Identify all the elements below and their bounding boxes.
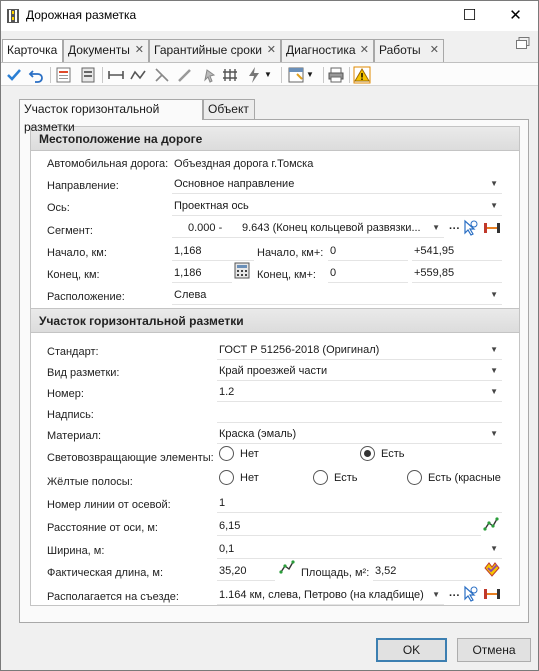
toolbar-separator: [102, 67, 103, 83]
area-value: 3,52: [375, 565, 397, 577]
chevron-down-icon: ▼: [490, 345, 498, 354]
direction-label: Направление:: [47, 180, 119, 192]
material-value: Краска (эмаль): [219, 428, 297, 440]
number-label: Номер:: [47, 388, 84, 400]
tab-warranty-label: Гарантийные сроки: [154, 43, 262, 57]
exit-select[interactable]: [217, 586, 444, 605]
material-label: Материал:: [47, 430, 102, 442]
end-offset-value: +559,85: [414, 267, 455, 279]
inscription-input[interactable]: [217, 404, 502, 423]
maximize-icon: ☐: [462, 7, 477, 24]
end-km-label: Конец, км:: [47, 269, 100, 281]
start-km-label: Начало, км:: [47, 247, 107, 259]
distance-label: Расстояние от оси, м:: [47, 522, 158, 534]
tab-documents-label: Документы: [68, 43, 130, 57]
yellow-red-label: Есть (красные: [428, 471, 501, 484]
tab-diagnostics[interactable]: [281, 39, 374, 62]
chevron-down-icon: ▼: [432, 223, 440, 232]
window-title: Дорожная разметка: [26, 8, 137, 22]
area-calc-icon[interactable]: [483, 560, 501, 578]
close-tab-icon[interactable]: ✕: [134, 44, 144, 56]
toolbar: [1, 62, 538, 86]
cancel-button[interactable]: [457, 638, 531, 662]
distance-input[interactable]: [217, 517, 481, 536]
yellow-no-radio[interactable]: [219, 470, 259, 485]
chevron-down-icon: ▼: [490, 544, 498, 553]
length-label: Фактическая длина, м:: [47, 567, 164, 579]
tab-warranty[interactable]: [149, 39, 281, 62]
tab-marking-section[interactable]: [19, 99, 203, 134]
toolbar-separator: [349, 67, 350, 83]
direction-select[interactable]: [172, 175, 502, 194]
start-km-value: 1,168: [174, 245, 202, 257]
radio-circle: [313, 470, 328, 485]
yellow-yes-radio[interactable]: [313, 470, 357, 485]
number-select[interactable]: [217, 383, 502, 402]
end-km-input[interactable]: [172, 264, 232, 283]
road-label: Автомобильная дорога:: [47, 158, 169, 170]
road-segment-icon[interactable]: [483, 221, 501, 235]
end-offset-input[interactable]: [412, 264, 502, 283]
distance-value: 6,15: [219, 520, 241, 532]
layout-icon[interactable]: [287, 66, 305, 84]
calculator-icon[interactable]: [234, 262, 250, 279]
exit-value: 1.164 км, слева, Петрово (на кладбище): [219, 589, 424, 601]
tab-card[interactable]: [2, 39, 63, 63]
chevron-down-icon: ▼: [490, 429, 498, 438]
retro-yes-label: Есть: [381, 447, 405, 460]
chevron-down-icon: ▼: [490, 201, 498, 210]
axis-label: Ось:: [47, 202, 70, 214]
tab-content: [19, 119, 529, 623]
title-bar: [1, 1, 538, 31]
close-icon: ✕: [509, 7, 522, 24]
length-value: 35,20: [219, 565, 247, 577]
undo-icon[interactable]: [27, 66, 45, 84]
lightning-icon[interactable]: [245, 66, 263, 84]
marking-type-label: Вид разметки:: [47, 367, 120, 379]
start-offset-input[interactable]: [412, 242, 502, 261]
tab-object-label: Объект: [208, 102, 249, 116]
tab-marking-section-label: Участок горизонтальной разметки: [24, 102, 160, 134]
chevron-down-icon: ▼: [490, 387, 498, 396]
start-kmplus-value: 0: [330, 245, 337, 257]
tab-diagnostics-label: Диагностика: [286, 43, 356, 57]
standard-label: Стандарт:: [47, 346, 99, 358]
standard-select[interactable]: [217, 341, 502, 360]
toolbar-separator: [323, 67, 324, 83]
ok-button-label: OK: [402, 643, 421, 657]
polyline-tool-icon[interactable]: [129, 66, 147, 84]
retro-label: Световозвращающие элементы:: [47, 452, 214, 464]
yellow-label: Жёлтые полосы:: [47, 476, 133, 488]
form-icon[interactable]: [79, 66, 97, 84]
placement-label: Расположение:: [47, 291, 125, 303]
exit-label: Располагается на съезде:: [47, 591, 179, 603]
toolbar-separator: [281, 67, 282, 83]
start-offset-value: +541,95: [414, 245, 455, 257]
pick-on-map-icon[interactable]: [462, 585, 478, 603]
radio-circle: [219, 470, 234, 485]
end-kmplus-label: Конец, км+:: [257, 269, 316, 281]
area-label: Площадь, м²:: [301, 567, 370, 579]
segment-from: 0.000 -: [188, 222, 223, 234]
area-input[interactable]: [373, 562, 481, 581]
chevron-down-icon: ▼: [490, 290, 498, 299]
select-cursor-icon[interactable]: [198, 66, 216, 84]
measure-icon[interactable]: [483, 516, 499, 532]
axis-value: Проектная ось: [174, 200, 249, 212]
road-value: Объездная дорога г.Томска: [174, 158, 314, 170]
close-tab-icon[interactable]: ✕: [429, 44, 439, 56]
close-window-button[interactable]: [493, 1, 538, 31]
segment-select[interactable]: [172, 219, 444, 238]
app-icon: [7, 9, 19, 23]
radio-circle: [219, 446, 234, 461]
axis-select[interactable]: [172, 197, 502, 216]
width-label: Ширина, м:: [47, 545, 105, 557]
end-kmplus-input[interactable]: [328, 264, 408, 283]
chevron-down-icon: ▼: [432, 590, 440, 599]
radio-circle-selected: [360, 446, 375, 461]
yellow-no-label: Нет: [240, 471, 259, 484]
marking-section: [30, 308, 520, 606]
maximize-button[interactable]: [447, 1, 492, 31]
angle-tool-icon[interactable]: [153, 66, 171, 84]
line-number-input[interactable]: [217, 494, 502, 513]
yellow-yes-label: Есть: [334, 471, 358, 484]
tab-card-label: Карточка: [7, 43, 58, 57]
chevron-down-icon[interactable]: ▼: [306, 70, 314, 79]
marking-section-header: Участок горизонтальной разметки: [31, 309, 519, 333]
close-tab-icon[interactable]: ✕: [266, 44, 276, 56]
retro-yes-radio[interactable]: [360, 446, 404, 461]
road-segment-icon[interactable]: [483, 587, 501, 601]
fence-tool-icon[interactable]: [221, 66, 239, 84]
radio-circle: [407, 470, 422, 485]
end-kmplus-value: 0: [330, 267, 337, 279]
toolbar-separator: [50, 67, 51, 83]
ok-button[interactable]: [376, 638, 447, 662]
line-number-label: Номер линии от осевой:: [47, 499, 171, 511]
location-section: [30, 126, 520, 310]
placement-select[interactable]: [172, 286, 502, 305]
tab-works-label: Работы: [379, 43, 421, 57]
warning-icon[interactable]: [353, 66, 371, 84]
placement-value: Слева: [174, 289, 207, 301]
standard-value: ГОСТ Р 51256-2018 (Оригинал): [219, 344, 380, 356]
marking-type-select[interactable]: [217, 362, 502, 381]
restore-window-icon[interactable]: [516, 37, 530, 50]
number-value: 1.2: [219, 386, 235, 398]
yellow-red-radio[interactable]: [407, 470, 501, 485]
line-number-value: 1: [219, 497, 226, 509]
length-input[interactable]: [217, 562, 275, 581]
document-tabs: [1, 39, 538, 62]
inscription-label: Надпись:: [47, 409, 94, 421]
tab-documents[interactable]: [63, 39, 149, 62]
material-select[interactable]: [217, 425, 502, 444]
segment-to: 9.643 (Конец кольцевой развязки...: [242, 222, 421, 234]
chevron-down-icon: ▼: [490, 366, 498, 375]
segment-browse-button[interactable]: ···: [449, 223, 460, 235]
width-select[interactable]: [217, 540, 502, 559]
print-icon[interactable]: [327, 66, 345, 84]
direction-value: Основное направление: [174, 178, 295, 190]
chevron-down-icon[interactable]: ▼: [264, 70, 272, 79]
tab-object[interactable]: [203, 99, 255, 119]
pencil-icon[interactable]: [176, 66, 194, 84]
chevron-down-icon: ▼: [490, 179, 498, 188]
start-kmplus-label: Начало, км+:: [257, 247, 324, 259]
tab-works[interactable]: [374, 39, 444, 62]
end-km-value: 1,186: [174, 267, 202, 279]
retro-no-radio[interactable]: [219, 446, 259, 461]
start-km-input[interactable]: [172, 242, 254, 261]
close-tab-icon[interactable]: ✕: [359, 44, 369, 56]
segment-label: Сегмент:: [47, 225, 93, 237]
measure-length-icon[interactable]: [279, 559, 295, 575]
segment-tool-icon[interactable]: [107, 66, 125, 84]
marking-type-value: Край проезжей части: [219, 365, 328, 377]
report-icon[interactable]: [55, 66, 73, 84]
exit-browse-button[interactable]: ···: [449, 590, 460, 602]
check-icon[interactable]: [5, 66, 23, 84]
pick-on-map-icon[interactable]: [462, 219, 478, 237]
retro-no-label: Нет: [240, 447, 259, 460]
cancel-button-label: Отмена: [472, 643, 516, 657]
width-value: 0,1: [219, 543, 235, 555]
start-kmplus-input[interactable]: [328, 242, 408, 261]
location-section-header: Местоположение на дороге: [31, 127, 519, 151]
